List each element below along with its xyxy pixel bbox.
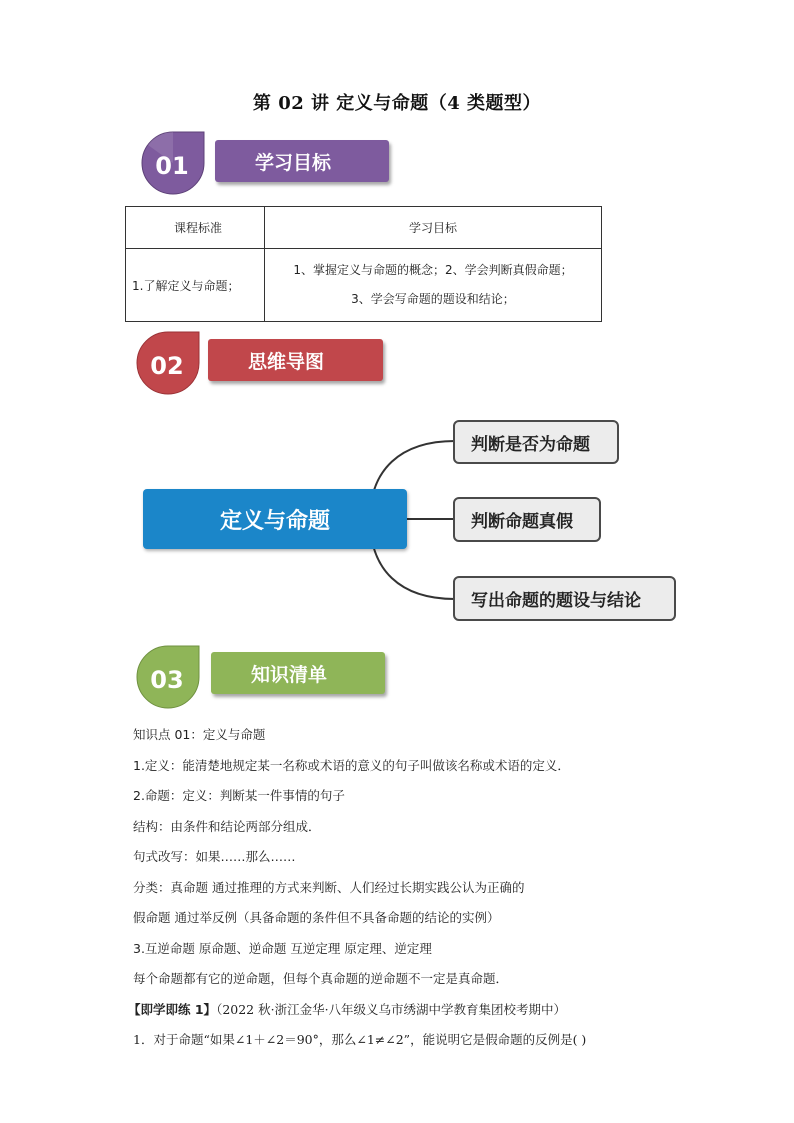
section-02-number: 02	[150, 352, 184, 380]
mindmap-center-node: 定义与命题	[143, 489, 407, 549]
table-header-objective: 学习目标	[265, 207, 602, 249]
knowledge-line: 假命题 通过举反例（具备命题的条件但不具备命题的结论的实例）	[133, 910, 500, 925]
section-03-banner: 知识清单	[211, 652, 385, 694]
practice-source: （2022 秋·浙江金华·八年级义乌市绣湖中学教育集团校考期中）	[216, 1001, 567, 1017]
practice-label: 【即学即练 1】	[128, 1001, 217, 1017]
knowledge-line: 每个命题都有它的逆命题，但每个真命题的逆命题不一定是真命题．	[133, 971, 509, 986]
document-title: 第 02 讲 定义与命题（4 类题型）	[252, 93, 542, 114]
mindmap-branch-2: 判断命题真假	[453, 497, 601, 542]
knowledge-line: 分类：真命题 通过推理的方式来判断、人们经过长期实践公认为正确的	[133, 879, 525, 895]
section-01-banner: 学习目标	[215, 140, 389, 182]
section-01-number: 01	[155, 152, 189, 180]
mindmap-branch-1: 判断是否为命题	[453, 420, 619, 464]
knowledge-line: 结构：由条件和结论两部分组成．	[133, 818, 321, 834]
section-02-banner: 思维导图	[208, 339, 383, 381]
practice-heading	[128, 995, 653, 1026]
objective-line-2: 3、学会写命题的题设和结论；	[351, 292, 515, 306]
knowledge-line: 句式改写：如果……那么……	[133, 849, 296, 864]
section-03-badge	[133, 642, 203, 712]
mindmap-branch-3: 写出命题的题设与结论	[453, 576, 676, 621]
section-03-number: 03	[150, 666, 184, 694]
table-cell-standard: 1.了解定义与命题；	[126, 249, 265, 322]
table-header-standard: 课程标准	[126, 207, 265, 249]
objective-line-1: 1、掌握定义与命题的概念；2、学会判断真假命题；	[293, 263, 573, 277]
knowledge-line: 1.定义：能清楚地规定某一名称或术语的意义的句子叫做该名称或术语的定义．	[133, 757, 570, 773]
question-1: 1．对于命题“如果∠1＋∠2＝90°，那么∠1≠∠2”，能说明它是假命题的反例是( )	[133, 1032, 587, 1047]
knowledge-line: 3.互逆命题 原命题、逆命题 互逆定理 原定理、逆定理	[133, 940, 432, 956]
knowledge-content	[128, 720, 653, 1056]
knowledge-line: 2.命题：定义：判断某一件事情的句子	[133, 788, 345, 803]
knowledge-line: 知识点 01：定义与命题	[133, 727, 266, 742]
